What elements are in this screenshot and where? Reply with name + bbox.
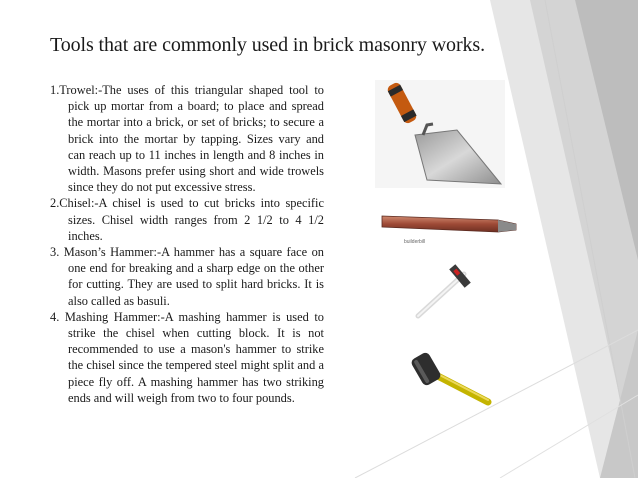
chisel-watermark: builderbill (404, 239, 426, 245)
slide-title: Tools that are commonly used in brick masonry works. (50, 34, 485, 56)
masons-hammer-description: 3. Mason’s Hammer:-A hammer has a square face on one end for breaking and a sharp edge on the other for cutting. They are used to split hard bricks. It is also called as basuli. (50, 245, 324, 308)
chisel-description: 2.Chisel:-A chisel is used to cut bricks into specific sizes. Chisel width ranges from 2 1/2 to 4 1/2 inches. (50, 196, 324, 243)
mashing-hammer-description: 4. Mashing Hammer:-A mashing hammer is used to strike the chisel when cutting block. It is not recommended to use a mason's hammer to strike the chisel since the tempered steel might split and a piece fly off. A mashing hammer has two striking ends and will weigh from two to four pounds. (50, 309, 324, 405)
trowel-image (375, 80, 505, 188)
mashing-hammer-image (410, 352, 494, 410)
trowel-description: 1.Trowel:-The uses of this triangular shaped tool to pick up mortar from a board; to place and spread the mortar into a brick, or set of bricks; to secure a brick into the mortar by tapping. Sizes vary and can reach up to 11 inches in length and 8 inches in width. Masons prefer using short and wide trowels since they do not put excessive stress. (50, 83, 324, 195)
chisel-image (378, 210, 520, 248)
masons-hammer-image (412, 262, 482, 320)
tool-descriptions (50, 82, 324, 406)
